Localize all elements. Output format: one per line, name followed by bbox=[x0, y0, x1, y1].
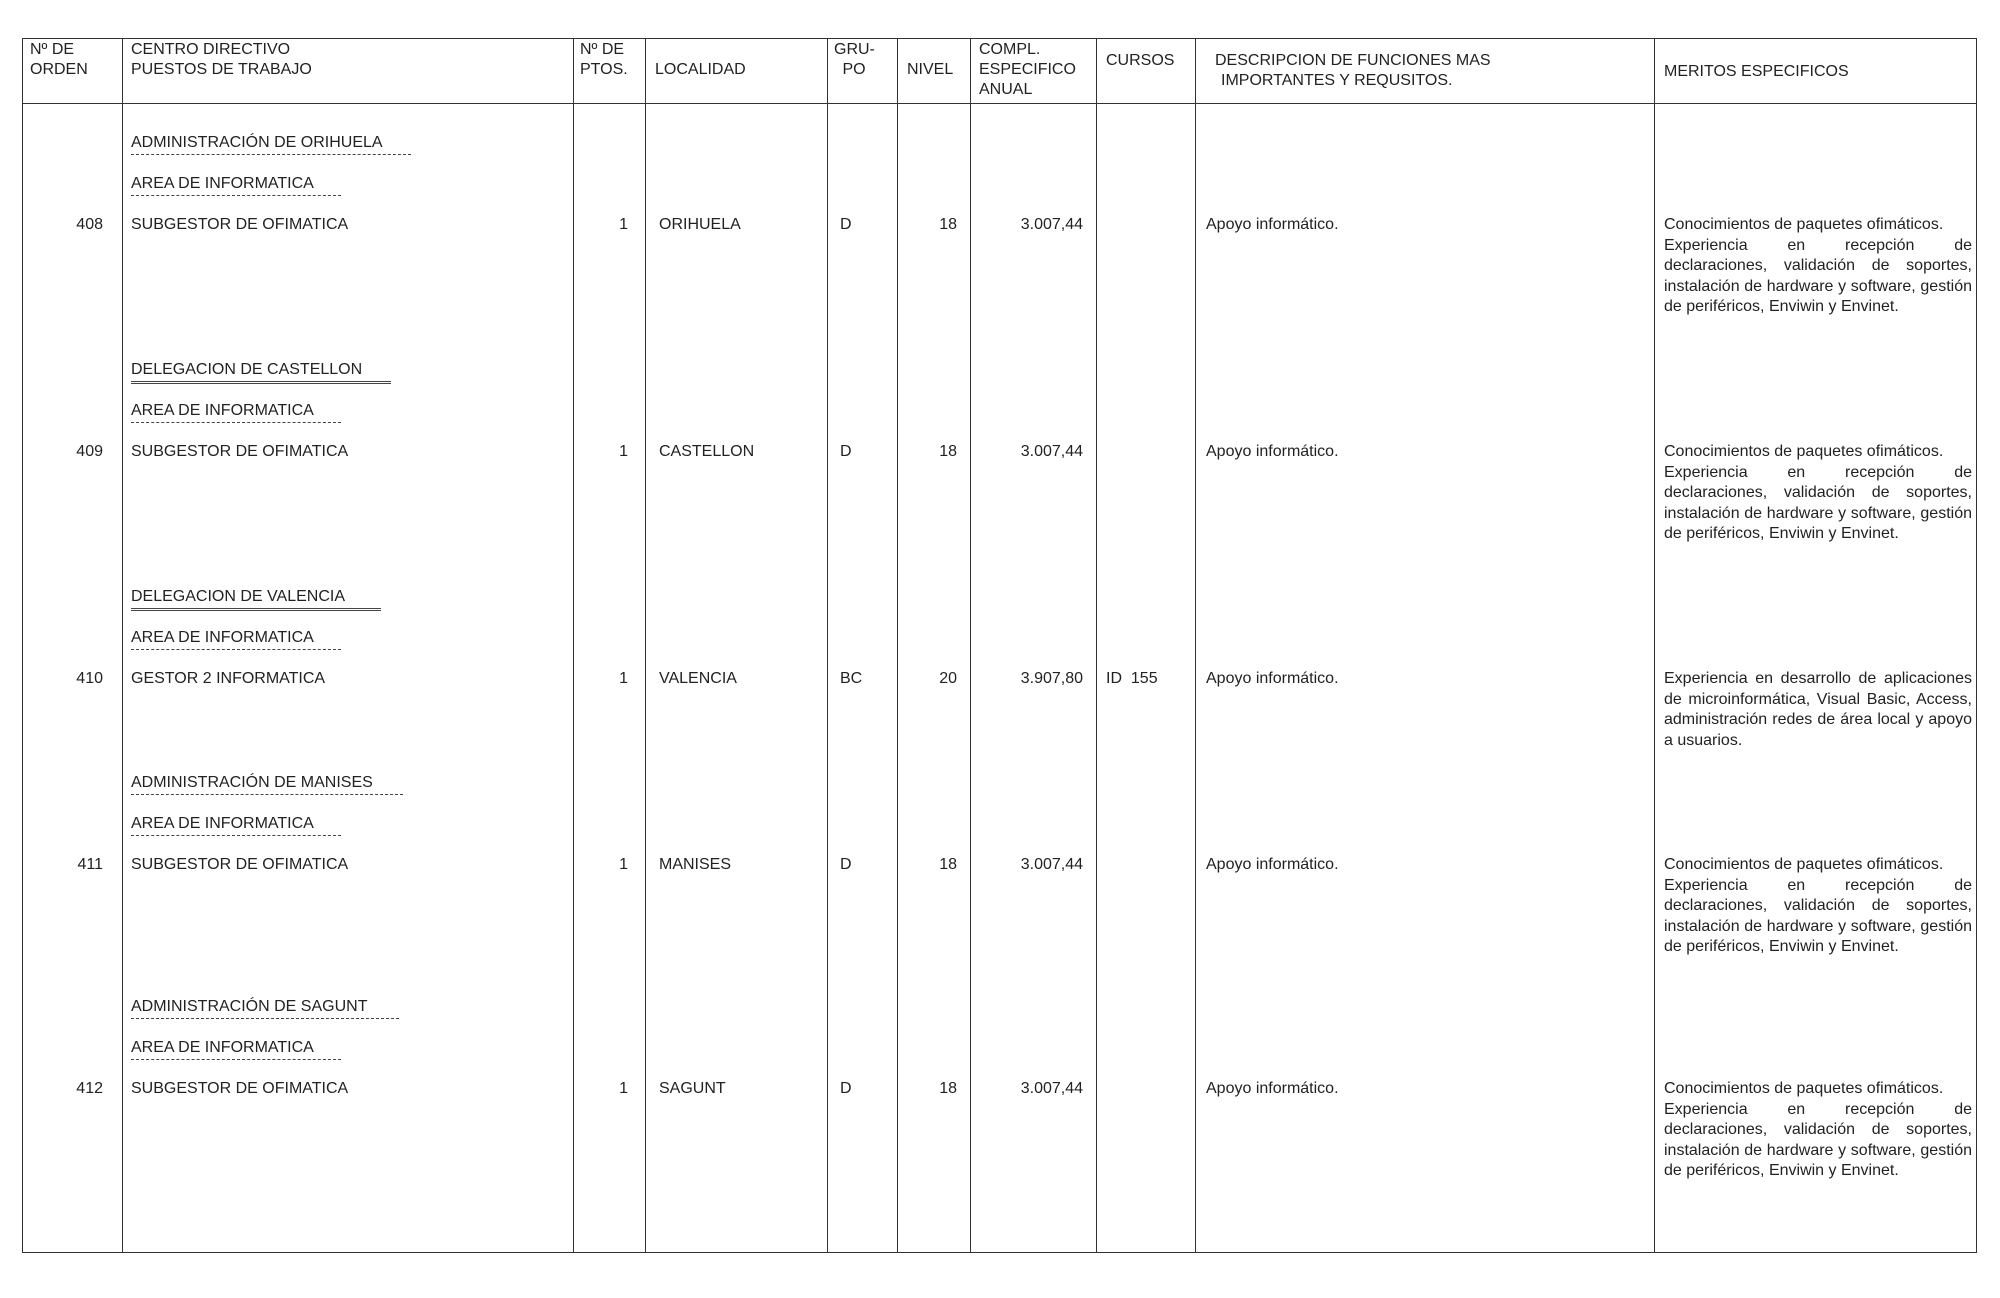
header-line: ESPECIFICO bbox=[979, 61, 1076, 78]
nivel: 18 bbox=[939, 216, 957, 233]
localidad: MANISES bbox=[659, 856, 732, 873]
meritos-especificos bbox=[1664, 215, 1972, 318]
merito-paragraph: Conocimientos de paquetes ofimáticos. bbox=[1664, 1080, 1944, 1097]
puesto-trabajo: SUBGESTOR DE OFIMATICA bbox=[131, 856, 349, 873]
header-line: PO bbox=[842, 61, 866, 78]
meritos-especificos bbox=[1664, 669, 1972, 751]
centro-directivo: DELEGACION DE CASTELLON bbox=[131, 361, 363, 378]
merito-paragraph: Conocimientos de paquetes ofimáticos. bbox=[1664, 216, 1944, 233]
separator-line bbox=[131, 794, 403, 795]
orden-number: 408 bbox=[76, 216, 103, 233]
merito-paragraph: Experiencia en recepción de declaraciones, validación de soportes, instalación de hardware y software, gestión de periféricos, Enviwin y Envinet. bbox=[1664, 463, 1972, 542]
complemento-especifico: 3.907,80 bbox=[1020, 670, 1083, 687]
separator-line bbox=[131, 608, 381, 611]
num-puestos: 1 bbox=[619, 443, 628, 460]
header-funciones bbox=[1215, 51, 1491, 91]
header-centro bbox=[131, 40, 312, 80]
orden-number: 411 bbox=[77, 856, 103, 873]
centro-directivo: ADMINISTRACIÓN DE MANISES bbox=[131, 774, 373, 791]
header-grupo bbox=[834, 40, 874, 80]
complemento-especifico: 3.007,44 bbox=[1020, 216, 1083, 233]
header-line: PUESTOS DE TRABAJO bbox=[131, 61, 312, 78]
column-divider bbox=[1654, 38, 1655, 1253]
nivel: 20 bbox=[939, 670, 957, 687]
header-line: ANUAL bbox=[979, 81, 1033, 98]
header-line: IMPORTANTES Y REQUSITOS. bbox=[1221, 72, 1453, 89]
num-puestos: 1 bbox=[619, 856, 628, 873]
separator-line bbox=[131, 195, 341, 196]
column-divider bbox=[573, 38, 574, 1253]
merito-paragraph: Conocimientos de paquetes ofimáticos. bbox=[1664, 443, 1944, 460]
meritos-especificos bbox=[1664, 855, 1972, 958]
separator-line bbox=[131, 154, 411, 155]
orden-number: 410 bbox=[76, 670, 103, 687]
puesto-trabajo: SUBGESTOR DE OFIMATICA bbox=[131, 1080, 349, 1097]
funciones: Apoyo informático. bbox=[1206, 443, 1339, 460]
header-localidad: LOCALIDAD bbox=[655, 61, 746, 78]
separator-line bbox=[131, 649, 341, 650]
orden-number: 409 bbox=[76, 443, 103, 460]
header-line: Nº DE bbox=[30, 41, 75, 58]
num-puestos: 1 bbox=[619, 1080, 628, 1097]
grupo: D bbox=[840, 443, 852, 460]
header-line: DESCRIPCION DE FUNCIONES MAS bbox=[1215, 52, 1491, 69]
area-label: AREA DE INFORMATICA bbox=[131, 629, 314, 646]
complemento-especifico: 3.007,44 bbox=[1020, 443, 1083, 460]
separator-line bbox=[131, 381, 391, 384]
area-label: AREA DE INFORMATICA bbox=[131, 175, 314, 192]
nivel: 18 bbox=[939, 856, 957, 873]
header-line: PTOS. bbox=[580, 61, 628, 78]
header-cursos: CURSOS bbox=[1106, 52, 1175, 69]
column-divider bbox=[1096, 38, 1097, 1253]
complemento-especifico: 3.007,44 bbox=[1020, 1080, 1083, 1097]
column-divider bbox=[645, 38, 646, 1253]
column-divider bbox=[897, 38, 898, 1253]
num-puestos: 1 bbox=[619, 670, 628, 687]
merito-paragraph: Experiencia en desarrollo de aplicaciones de microinformática, Visual Basic, Access, administración redes de área local y apoyo a usuarios. bbox=[1664, 670, 1972, 749]
merito-paragraph: Conocimientos de paquetes ofimáticos. bbox=[1664, 856, 1944, 873]
complemento-especifico: 3.007,44 bbox=[1020, 856, 1083, 873]
area-label: AREA DE INFORMATICA bbox=[131, 815, 314, 832]
puesto-trabajo: SUBGESTOR DE OFIMATICA bbox=[131, 216, 349, 233]
grupo: D bbox=[840, 216, 852, 233]
localidad: VALENCIA bbox=[659, 670, 737, 687]
merito-paragraph: Experiencia en recepción de declaraciones, validación de soportes, instalación de hardware y software, gestión de periféricos, Enviwin y Envinet. bbox=[1664, 876, 1972, 955]
header-line: GRU- bbox=[834, 41, 875, 58]
header-line: Nº DE bbox=[580, 41, 625, 58]
num-puestos: 1 bbox=[619, 216, 628, 233]
merito-paragraph: Experiencia en recepción de declaraciones, validación de soportes, instalación de hardware y software, gestión de periféricos, Enviwin y Envinet. bbox=[1664, 1100, 1972, 1179]
separator-line bbox=[131, 1018, 399, 1019]
header-compl bbox=[979, 40, 1076, 100]
header-line: ORDEN bbox=[30, 61, 88, 78]
nivel: 18 bbox=[939, 1080, 957, 1097]
meritos-especificos bbox=[1664, 1079, 1972, 1182]
localidad: ORIHUELA bbox=[659, 216, 741, 233]
separator-line bbox=[131, 1059, 341, 1060]
column-divider bbox=[1195, 38, 1196, 1253]
nivel: 18 bbox=[939, 443, 957, 460]
column-divider bbox=[827, 38, 828, 1253]
merito-paragraph: Experiencia en recepción de declaraciones, validación de soportes, instalación de hardware y software, gestión de periféricos, Enviwin y Envinet. bbox=[1664, 236, 1972, 315]
puesto-trabajo: GESTOR 2 INFORMATICA bbox=[131, 670, 326, 687]
header-meritos: MERITOS ESPECIFICOS bbox=[1664, 63, 1849, 80]
centro-directivo: DELEGACION DE VALENCIA bbox=[131, 588, 345, 605]
localidad: SAGUNT bbox=[659, 1080, 726, 1097]
column-divider bbox=[122, 38, 123, 1253]
grupo: D bbox=[840, 856, 852, 873]
separator-line bbox=[131, 835, 341, 836]
header-line: CENTRO DIRECTIVO bbox=[131, 41, 291, 58]
header-orden bbox=[30, 40, 88, 80]
area-label: AREA DE INFORMATICA bbox=[131, 1039, 314, 1056]
header-nivel: NIVEL bbox=[907, 61, 954, 78]
funciones: Apoyo informático. bbox=[1206, 1080, 1339, 1097]
puesto-trabajo: SUBGESTOR DE OFIMATICA bbox=[131, 443, 349, 460]
funciones: Apoyo informático. bbox=[1206, 670, 1339, 687]
centro-directivo: ADMINISTRACIÓN DE SAGUNT bbox=[131, 998, 368, 1015]
meritos-especificos bbox=[1664, 442, 1972, 545]
area-label: AREA DE INFORMATICA bbox=[131, 402, 314, 419]
header-divider bbox=[22, 103, 1977, 104]
orden-number: 412 bbox=[76, 1080, 103, 1097]
header-ptos bbox=[580, 40, 628, 80]
column-divider bbox=[970, 38, 971, 1253]
grupo: BC bbox=[840, 670, 863, 687]
funciones: Apoyo informático. bbox=[1206, 856, 1339, 873]
header-line: COMPL. bbox=[979, 41, 1041, 58]
funciones: Apoyo informático. bbox=[1206, 216, 1339, 233]
centro-directivo: ADMINISTRACIÓN DE ORIHUELA bbox=[131, 134, 383, 151]
localidad: CASTELLON bbox=[659, 443, 755, 460]
cursos: ID 155 bbox=[1106, 670, 1158, 687]
grupo: D bbox=[840, 1080, 852, 1097]
separator-line bbox=[131, 422, 341, 423]
